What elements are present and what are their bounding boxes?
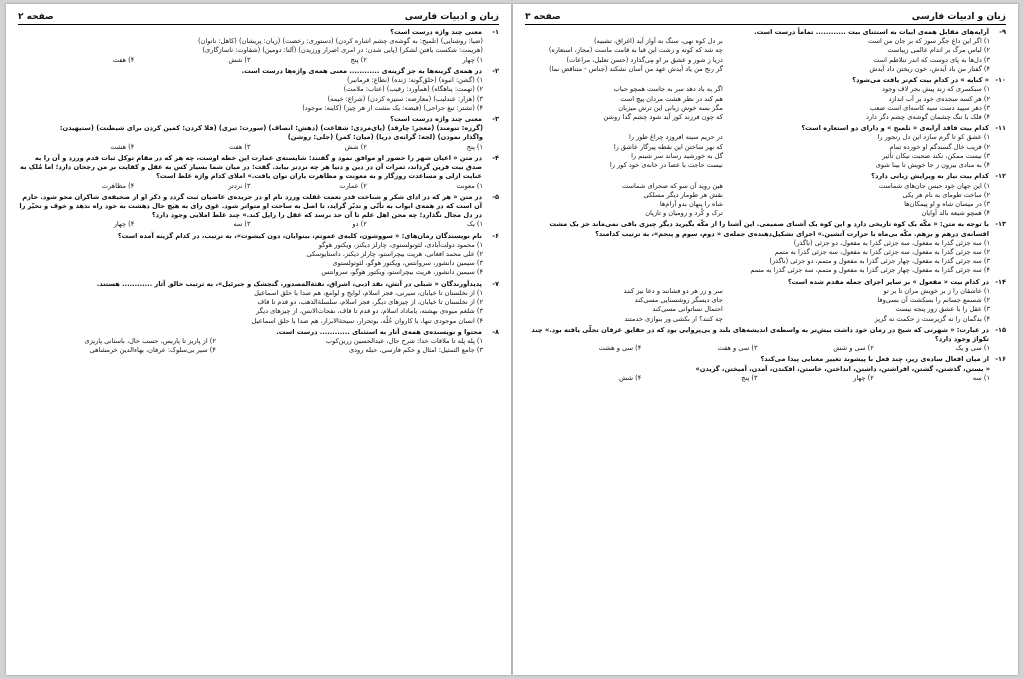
option[interactable]: ۲) سی و شش	[833, 344, 874, 353]
verse-second-hemistich: نقش هر طومار دیگر مسلکی	[643, 190, 723, 199]
subject-title: زبان و ادبیات فارسی	[911, 12, 1006, 22]
verse-second-hemistich: احتمال نساتوانی مسی‌کند	[652, 305, 723, 314]
option[interactable]: ۴) انسان موجودی تنها، با کاروان حُلّه، بوتحرار، سیحة‌الابرار، هم صدا با حلق اسماعیل	[251, 316, 483, 325]
verse-first-hemistich: ۲) هر کسه سجده‌ی خود بر آب اندازد	[888, 94, 990, 103]
option[interactable]: ۱) یک	[467, 220, 483, 229]
question-number: ۱۲-	[995, 172, 1006, 181]
option[interactable]	[525, 56, 1006, 65]
question-number: ۶-	[492, 231, 499, 240]
question	[525, 124, 1006, 170]
question-number: ۱۰-	[995, 76, 1006, 85]
exam-page-right	[513, 4, 1018, 675]
question	[525, 220, 1006, 275]
option[interactable]: ۴) سی و هشت	[598, 344, 642, 353]
question	[18, 115, 499, 152]
option[interactable]: ۴) چهار	[113, 220, 135, 229]
question-stem: آرایه‌های مقابل همه‌ی ابیات به استثنای بیت ............ تماماً درست است.	[754, 28, 989, 36]
answer-options	[18, 220, 499, 229]
option[interactable]	[525, 315, 1006, 324]
question-stem: پدیدآورندگان « شبلی در آتش، نقد ادبی، اشراق، نفثة‌المصدور، گنجشک و جبرئیل»، به ترتیب خالق آثار ............ هستند.	[96, 279, 482, 288]
verse-second-hemistich: مگر بسه خوش زبانی این ترش میزبان	[618, 103, 723, 112]
question	[525, 28, 1006, 74]
question-number: ۲-	[492, 66, 499, 75]
question	[525, 326, 1006, 354]
question-number: ۵-	[492, 192, 499, 201]
verse-second-hemistich: نیست حاجت با عصا در خانه‌ی خود کور را	[609, 161, 723, 170]
verse-first-hemistich: ۲) ساخت طومای به نام هر یکی	[902, 190, 990, 199]
option[interactable]: ۱) از نخلستان تا خیابان، سیرنی، فجر اسلام، لوایح و لوامع، هم صدا با حلق اسماعیل	[254, 288, 483, 297]
verse-second-hemistich: شاه را پنهان بدو آرام‌ها	[659, 199, 723, 208]
option[interactable]	[525, 113, 1006, 122]
question-number: ۹-	[999, 28, 1006, 36]
answer-options	[18, 337, 499, 346]
question	[18, 154, 499, 191]
verse-first-hemistich: ۳) عقل را با عشق زور پنجه نیست	[895, 305, 990, 314]
option[interactable]	[525, 95, 1006, 104]
verse-first-hemistich: ۲) لباس مرگ بر اندام عالمی زیباست	[887, 46, 990, 55]
option[interactable]	[525, 287, 1006, 296]
option[interactable]: ۴) (تشتر: تیغ جراحی) (قیضه: یک مشت از هر چیز) (کاینه: موجود)	[302, 103, 483, 112]
option[interactable]: ۳) نزدتر	[228, 181, 251, 190]
question-number: ۳-	[492, 114, 499, 123]
question-line: واگذار نمودن) (لجه: گرانه‌ی دریا) (میان: کمر) (جلی: روشن)	[287, 133, 483, 142]
option[interactable]	[525, 133, 1006, 142]
option[interactable]: ۳) شش	[228, 55, 251, 64]
option[interactable]: ۳) سیمین دانشور، سروانتس، ویکتور هوگو، لئوتولستوی	[332, 259, 483, 268]
question-stem: کدام بیت نیاز به ویرایش زبانی دارد؟	[871, 172, 989, 181]
verse-second-hemistich: بر دل کوه نهی، سنگ به آواز آید (اغراق، تشبیه)	[593, 37, 723, 46]
verse-first-hemistich: ۳) دهر سپید دست سیه کاسه‌ای است صعب	[869, 103, 990, 112]
verse-second-hemistich: هین روید آن سو که صحرای شماست	[622, 181, 723, 190]
question-stem: محتوا و نویسنده‌ی همه‌ی آثار به استثنای ............ درست است.	[276, 327, 482, 336]
option[interactable]	[525, 296, 1006, 305]
question-line: (ضیا: روشنایی) (تلمیح: به گوشه‌ی چشم اشاره کردن) (دستوری: رخصت) (زیان: پریشان) (کاهل: ناتوان)	[198, 37, 483, 46]
option[interactable]: ۳) شلغم میوه‌ی بهشته، باماداد اسلام، دو قدم تا قاف، نفحات‌الانس، از چیزهای دیگر	[256, 307, 483, 316]
option[interactable]: ۲) (تهمت: پناهگاه) (همآورد: رقیب) (عتاب: ملامت)	[343, 85, 483, 94]
option[interactable]: ۴) شش	[619, 373, 642, 382]
option[interactable]: ۲) سه جزئی گذرا به مفعول، سه جزئی گذرا به مفعول، سه جزئی گذرا به متمم	[774, 248, 990, 257]
verse-second-hemistich: در حریم سینه افروزد چراغ طور را	[628, 133, 723, 142]
verse-second-hemistich: چه شد که کوته و زشت این قبا به قامت ماست (مجاز، استعاره)	[548, 46, 723, 55]
question-stem: با توجه به متن: « مکّه یک کوه تاریخی دارد و این کوه یک آشنای صمیمی. این آشنا را از مکّه بگیرید دیگر چیزی باقی نمی‌ماند جز یک مشت افسانه‌ی درهم و برهم. مکّه بی‌ماه با حرارت آتشین.» اجزای تشکیل‌دهنده‌ی جمله‌ی « دوم، سوم و پنجم»، به ترتیب کدامند؟	[549, 220, 989, 238]
page-number: صفحه ۳	[525, 12, 561, 22]
verse-first-hemistich: ۱) عشق کو تا گرم سازد این دل رنجور را	[877, 133, 990, 142]
option[interactable]: ۳) پنج	[741, 373, 758, 382]
option[interactable]: ۲) عمارت	[339, 181, 367, 190]
question-list	[18, 28, 499, 355]
option[interactable]	[525, 65, 1006, 74]
question-number: ۱۱-	[995, 124, 1006, 133]
question	[18, 280, 499, 326]
option[interactable]: ۱) معونت	[456, 181, 483, 190]
question-stem: در متن « اعیان شهر را حضور او موافق نمود و گفتند: شایسته‌ی عمارت این خطه اوست، چه هر که در مقام توکل ثبات قدم ورزد و آن را به صدق نیت قرین گرداند، ثمرات آن در دین و دنیا هر چه نزدتر بیابد. گفت: در میان شما بسیار کس به عقل و کفایت بر من رجحان دارد؛ اما مُلک به عنایت ازلی و مساعدت روزگار و به معونت و مظاهرت یاران توان یافت.» املای کدام واژه غلط است؟	[20, 153, 482, 181]
verse-first-hemistich: ۱) سبکسری که زند پیش بحر لاف وجود	[882, 85, 990, 94]
answer-options	[18, 182, 499, 191]
option[interactable]: ۲) پنج	[350, 55, 367, 64]
verse-first-hemistich: ۳) نیست ممکن، نکند صحبت نیکان تأثیر	[882, 151, 990, 160]
question-stem: در همه‌ی گزینه‌ها به جز گزینه‌ی ............ معنی همه‌ی واژه‌ها درست است.	[241, 66, 482, 75]
verse-first-hemistich: ۴) فلک با تنگ چشمان گوشه‌ی چشم دگر دارد	[865, 112, 990, 121]
option[interactable]: ۲) شش	[344, 142, 367, 151]
option[interactable]: ۴) هشت	[110, 142, 135, 151]
option[interactable]: ۴) سیمین دانشور، هریت بیچراستو، ویکتور هوگو، سروانتس	[321, 268, 483, 277]
question	[525, 172, 1006, 218]
option[interactable]: ۳) سه	[233, 220, 251, 229]
verse-second-hemistich: سر و زر هر دو فشانند و دعا نیز کنند	[623, 286, 723, 295]
question	[18, 232, 499, 278]
verse-second-hemistich: اگر به باد دهد سر به جاست همچو حباب	[613, 85, 723, 94]
verse-first-hemistich: ۱) عاشقان را ز بر خویش مران تا بر تو	[883, 286, 990, 295]
option[interactable]	[525, 305, 1006, 314]
option[interactable]	[525, 152, 1006, 161]
option[interactable]: ۳) سه جزئی گذرا به مفعول، چهار جزئی گذرا به مفعول و متمم، دو جزئی (ناگذر)	[769, 257, 990, 266]
verse-second-hemistich: که بهر ساختن این نقطه پیرگار عاشق را	[613, 142, 723, 151]
question-number: ۱۵-	[995, 325, 1006, 334]
verse-second-hemistich: ترک و کُرد و رومیان و تازیان	[645, 209, 723, 218]
option[interactable]: ۱) سی و یک	[955, 344, 990, 353]
option[interactable]: ۲) از نخلستان تا خیابان، از چیزهای دیگر، فجر اسلام، سلسلة‌الذهب، دو قدم تا قاف	[257, 298, 483, 307]
question-stem: معنی چند واژه درست است؟	[390, 114, 482, 123]
verse-first-hemistich: ۳) در میسان شاه و او پیمکان‌ها	[904, 199, 990, 208]
question-number: ۷-	[492, 279, 499, 288]
option[interactable]: ۴) سیر بی‌سلوک: عرفان، بهاءالدین خرمشاهی	[89, 346, 216, 355]
page-header	[525, 12, 1006, 25]
question-number: ۱۴-	[995, 277, 1006, 286]
option[interactable]	[525, 200, 1006, 209]
option[interactable]: ۱) (گشن: انبوه) (خلق‌گونه: ژنده) (نطاع: فرمانبر)	[347, 76, 483, 85]
option[interactable]: ۴) هفت	[112, 55, 135, 64]
option[interactable]	[525, 143, 1006, 152]
verse-second-hemistich: جای دیسگر روشسنایی مسی‌کند	[634, 296, 723, 305]
question-stem: نام نویسندگان رمان‌های: « سووشون، کلبه‌ی عموتم، بینوایان، دون کیشوت»، به ترتیب، در کدام گزینه آمده است؟	[117, 231, 482, 240]
verse-first-hemistich: ۳) دل‌ها به پای دوست که اندر تنلاطم است	[873, 55, 990, 64]
verse-first-hemistich: ۴) به منادی بیرون ز جا خویش تا بینا شوی	[875, 161, 990, 170]
question-stem: کدام بیت فاقد آرایه‌ی « تلمیح » و دارای دو استعاره است؟	[801, 124, 989, 133]
question-line: (هزیمت: شکست یافتن لشکر) (پایی شدن: در امری اصرار ورزیدن) (آلتا: دومین) (شقاوت: ناسازگاری)	[202, 46, 483, 55]
option[interactable]	[525, 209, 1006, 218]
verse-first-hemistich: ۲) قریب خال گسندگم او خورده تمام	[889, 142, 990, 151]
page-number: صفحه ۲	[18, 12, 54, 22]
option[interactable]	[525, 161, 1006, 170]
verse-first-hemistich: ۱) اگر این داغ جگر سوز که بر جان من است	[867, 37, 990, 46]
question-line: « بستن، گذشتن، گشتن، افراشتن، داشتن، انداختن، خاستن، افکندن، آمدن، آمیختن، گزیدن»	[695, 364, 990, 373]
option[interactable]: ۱) سه جزئی گذرا به مفعول، سه جزئی گذرا به مفعول، دو جزئی (ناگذر)	[793, 238, 990, 247]
option[interactable]: ۴) مظاهرت	[101, 181, 135, 190]
question-number: ۱۶-	[995, 355, 1006, 364]
question-stem: معنی چند واژه درست است؟	[390, 28, 482, 36]
option[interactable]: ۲) از پاریز تا پاریس، حسب حال، باستانی پاریزی	[84, 337, 216, 345]
verse-second-hemistich: گل به خورشید رساند سر شبنم را	[631, 151, 723, 160]
verse-first-hemistich: ۴) همچو شیعه بالد آوایان	[921, 209, 990, 218]
question-number: ۱۳-	[995, 220, 1006, 229]
option[interactable]	[525, 104, 1006, 113]
answer-options	[525, 344, 1006, 353]
verse-second-hemistich: دریا ز شور و عشق بر او مِی‌گذارد (حسن تعلیل، مراعات)	[566, 55, 723, 64]
page-header	[18, 12, 499, 25]
option[interactable]: ۱) پنج	[466, 142, 483, 151]
answer-options	[18, 143, 499, 152]
subject-title: زبان و ادبیات فارسی	[404, 12, 499, 22]
question-stem: در عبارت: « شهرتی که شیخ در زمان خود داشت بیش‌تر به واسطه‌ی اندیشه‌های بلند و بی‌پروایی بود که در حقایق عرفان تجلّی یافته بود.» چند تکواژ وجود دارد؟	[531, 325, 989, 343]
question-stem: « کنایه » در کدام بیت کم‌تر یافت می‌شود؟	[852, 76, 989, 85]
verse-second-hemistich: چه کنند؟ ار بکشی ور بنوازی خدمتند	[624, 314, 723, 323]
question-list	[525, 28, 1006, 383]
question-line: (گرزه: تنومند) (معجر: چارقد) (پای‌مردی: شفاعت) (دهش: انصاف) (سورت: تیزی) (فلا کردن: کمین کردن برای شیطنت) (ستیهیدن:	[59, 124, 483, 133]
verse-first-hemistich: ۴) گفتار من باد آیدش، خون ریختن داد آیدش	[869, 64, 990, 73]
question-number: ۴-	[492, 153, 499, 162]
option[interactable]: ۲) علی محمد افغانی، هریت بیچراستو، چارلز دیکنز، داستایوسکی	[306, 250, 483, 259]
answer-options	[18, 346, 499, 355]
verse-first-hemistich: ۱) این جهان خود حبس جان‌های شماست	[878, 181, 990, 190]
question-stem: در متن « هر که در ادای شکر و شناخت قدر نعمت غفلت ورزد نام او در جریده‌ی عاصیان ثبت گردد و ذکر او از صحیفه‌ی شاکران محو شود. حازم آن است که در همه‌ی ابواب به تأنّی و تدبّر گراید، تا اصل به ساحت او متواتر شود. غوی رای به هیچ حال دهشت به خود راه ندهد و خوف و تحیّر را در دل مجال نگذارد؛ چه محن اهل علم تا آن حد نرسد که عقل را زایل کند.» چند غلط املایی وجود دارد؟	[19, 192, 482, 220]
question-number: ۸-	[492, 327, 499, 336]
option[interactable]	[525, 46, 1006, 55]
question	[525, 278, 1006, 324]
question	[525, 76, 1006, 122]
question	[18, 328, 499, 356]
verse-second-hemistich: که چون فرزند کور آید شود چشم گدا روشن	[603, 112, 723, 121]
option[interactable]	[525, 191, 1006, 200]
verse-second-hemistich: هم کند در نظر هشت مردان پیچ است	[620, 94, 723, 103]
option[interactable]	[525, 182, 1006, 191]
answer-options	[18, 56, 499, 65]
option[interactable]: ۱) محمود دولت‌آبادی، لئوتولستوی، چارلز دیکنز، ویکتور هوگو	[318, 240, 483, 249]
question	[18, 193, 499, 230]
verse-second-hemistich: گر رنج من یاد آیدش عهد من آسان نشکند (جناس - متناقض نما)	[549, 64, 723, 73]
option[interactable]: ۱) سه	[972, 373, 990, 382]
option[interactable]: ۱) چهار	[462, 55, 483, 64]
option[interactable]: ۲) دو	[352, 220, 367, 229]
question-stem: در کدام بیت « مفعول » بر سایر اجزای جمله مقدم شده است؟	[787, 277, 989, 286]
option[interactable]: ۱) پله پله تا ملاقات خدا: شرح حال، عبدالحسین زرین‌کوب	[325, 337, 483, 345]
question	[18, 28, 499, 65]
question-number: ۱-	[492, 28, 499, 36]
option[interactable]: ۲) چهار	[853, 373, 874, 382]
option[interactable]: ۳) سی و هفت	[717, 344, 758, 353]
option[interactable]: ۴) سه جزئی گذرا به مفعول، چهار جزئی گذرا به مفعول و متمم، سه جزئی گذرا به متمم	[750, 266, 990, 275]
exam-page-left	[6, 4, 511, 675]
verse-first-hemistich: ۲) شسمع جسانم را بسکشت آن بسی‌وفا	[877, 296, 990, 305]
option[interactable]: ۳) (هزار: عندلیب) (معارضه: ستیزه کردن) (شراع: خیمه)	[327, 94, 483, 103]
option[interactable]: ۳) جامع التمثیل: امثال و حکم فارسی، حبله رودی	[348, 346, 483, 355]
question-stem: از میان افعال ساده‌ی زیر، چند فعل با پیشوند تغییر معنایی پیدا می‌کند؟	[760, 355, 989, 364]
verse-first-hemistich: ۴) بدگمان را نه گزیرست ز حکمت نه گریز	[874, 314, 990, 323]
option[interactable]	[525, 85, 1006, 94]
question	[18, 67, 499, 113]
question	[525, 355, 1006, 383]
option[interactable]: ۳) هفت	[228, 142, 251, 151]
answer-options	[525, 374, 1006, 383]
